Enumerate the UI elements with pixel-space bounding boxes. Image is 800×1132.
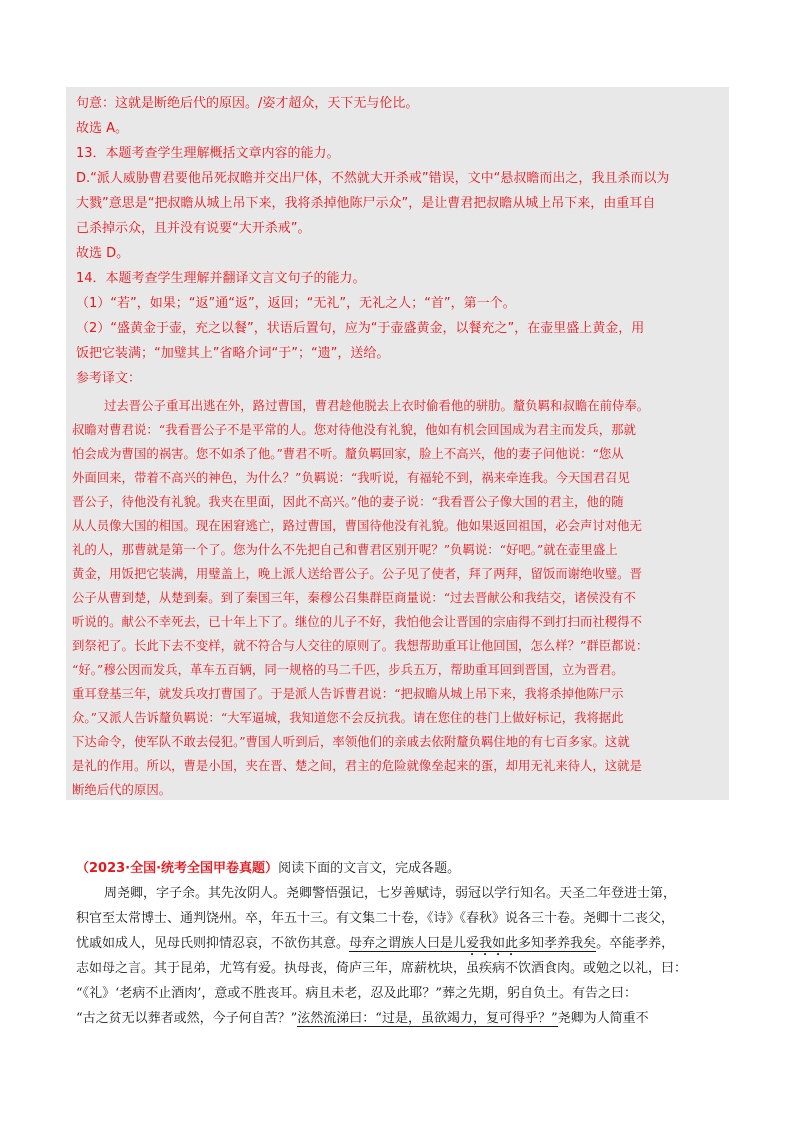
passage-text: 忧戚如成人，见母氏则抑情忍哀，不欲伤其意。: [76, 936, 350, 951]
translation-line: 听说的。献公不幸死去，已十年上下了。继位的儿子不好，我怕他会让晋国的宗庙得不到打扫而社稷得不: [72, 614, 642, 629]
translation-line: 黄金，用饭把它装满，用璧盖上，晚上派人送给晋公子。公子见了使者，拜了两拜，留饭而谢绝收璧。晋: [72, 566, 642, 581]
passage-text: 多知孝养我矣: [518, 936, 597, 951]
question-14-part-2-line: （2）“盛黄金于壶，充之以餐”，状语后置句，应为“于壶盛黄金，以餐充之”，在壶里盛上黄金，用: [76, 321, 645, 336]
translation-line: “好。”穆公因而发兵，革车五百辆，同一规格的马二千匹，步兵五万，帮助重耳回到晋国，立为晋君。: [72, 662, 624, 677]
underlined-sentence: [349, 936, 596, 952]
translation-line: 外面回来，带着不高兴的神色，为什么？”负羁说：“我听说，有福轮不到，祸来牵连我。今天国君召见: [72, 470, 630, 485]
passage-line: 积官至太常博士、通判饶州。卒，年五十三。有文集二十卷，《诗》《春秋》说各三十卷。尧卿十二丧父，: [76, 911, 675, 926]
translation-line: 礼的人，那曹就是第一个了。您为什么不先把自己和曹君区别开呢？”负羁说：“好吧。”就在壶里盛上: [72, 542, 618, 557]
translation-line: 重耳登基三年，就发兵攻打曹国了。于是派人告诉曹君说：“把叔瞻从城上吊下来，我将杀掉他陈尸示: [72, 686, 624, 701]
question-13-text-line: D.“派人威胁曹君要他吊死叔瞻并交出尸体，不然就大开杀戒”错误，文中“悬叔瞻而出之，我且杀而以为: [76, 171, 670, 186]
question-13-text-line: 己杀掉示众，且并没有说要“大开杀戒”。: [76, 221, 311, 236]
passage-text: “古之贫无以葬者或然，今子何自苦？”: [76, 1011, 298, 1026]
question-14-heading: 14．本题考查学生理解并翻译文言文句子的能力。: [76, 271, 366, 286]
translation-line: 怕会成为曹国的祸害。您不如杀了他。”曹君不听。釐负羁回家，脸上不高兴，他的妻子问他说：“您从: [72, 446, 624, 461]
translation-label: 参考译文：: [76, 371, 142, 386]
translation-line: 到祭祀了。长此下去不变样，就不符合与人交往的原则了。我想帮助重耳让他回国，怎么样？”群臣都说：: [72, 638, 649, 653]
translation-line: 公子从曹到楚，从楚到秦。到了秦国三年，秦穆公召集群臣商量说：“过去晋献公和我结交，诸侯没有不: [72, 590, 636, 605]
question-instruction: 阅读下面的文言文，完成各题。: [278, 861, 461, 876]
passage-text: 尧卿为人简重不: [557, 1011, 649, 1026]
passage-line: “《礼》‘老病不止酒肉’，意或不胜丧耳。病且未老，忍及此耶？”葬之先期，躬自负土。有告之曰：: [76, 986, 638, 1001]
passage-line: [76, 933, 674, 955]
question-header: [76, 858, 460, 880]
translation-line: 下达命令，使军队不敢去侵犯。”曹国人听到后，率领他们的亲戚去依附釐负羁住地的有七百多家。这就: [72, 734, 630, 749]
translation-line: 晋公子，待他没有礼貌。我夹在里面，因此不高兴。”他的妻子说：“我看晋公子像大国的君主，他的随: [72, 494, 624, 509]
question-13-heading: 13．本题考查学生理解概括文章内容的能力。: [76, 146, 340, 161]
translation-line: 叔瞻对曹君说：“我看晋公子不是平常的人。您对待他没有礼貌，他如有机会回国成为君主而发兵，那就: [72, 422, 636, 437]
answer-line-choice-d: 故选 D。: [76, 246, 130, 261]
question-14-part-1: （1）“若”，如果；“返”通“返”，返回；“无礼”，无礼之人；“首”，第一个。: [76, 296, 516, 311]
translation-line: 过去晋公子重耳出逃在外，路过曹国，曹君趁他脱去上衣时偷看他的骈肋。釐负羁和叔瞻在前侍奉。: [104, 398, 650, 413]
translation-line: 众。”又派人告诉釐负羁说：“大军逼城，我知道您不会反抗我。请在您住的巷门上做好标记，我将据此: [72, 710, 624, 725]
translation-line: 是礼的作用。所以，曹是小国，夹在晋、楚之间，君主的危险就像垒起来的蛋，却用无礼来待人，这就是: [72, 758, 642, 773]
underlined-sentence: 泫然流涕曰：“过是，虽欲竭力，复可得乎？”: [297, 1011, 558, 1026]
passage-line: [76, 1008, 649, 1030]
passage-text: 。卒能孝养，: [596, 936, 675, 951]
emphasis-dotted-text: 爱我如此: [466, 936, 519, 951]
answer-line-sentence-meaning: 句意：这就是断绝后代的原因。/姿才超众，天下无与伦比。: [76, 96, 419, 111]
answer-line-choice-a: 故选 A。: [76, 121, 129, 136]
passage-line: 周尧卿，字子余。其先汝阴人。尧卿警悟强记，七岁善赋诗，弱冠以学行知名。天圣二年登进士第，: [104, 886, 677, 901]
question-14-part-2-line: 饭把它装满；“加璧其上”省略介词“于”；“遗”，送给。: [76, 346, 390, 361]
passage-line: 志如母之言。其于昆弟，尤笃有爱。执母丧，倚庐三年，席薪枕块，虽疾病不饮酒食肉。或勉之以礼，曰：: [76, 961, 688, 976]
translation-line: 从人员像大国的相国。现在困窘逃亡，路过曹国，曹国待他没有礼貌。他如果返回祖国，必会声讨对他无: [72, 518, 642, 533]
translation-line: 断绝后代的原因。: [72, 782, 172, 797]
passage-text: 母弃之谓族人曰是儿: [349, 936, 467, 951]
question-13-text-line: 大戮”意思是“把叔瞻从城上吊下来，我将杀掉他陈尸示众”，是让曹君把叔瞻从城上吊下来，由重耳自: [76, 196, 656, 211]
question-source: （2023·全国·统考全国甲卷真题）: [76, 861, 279, 876]
